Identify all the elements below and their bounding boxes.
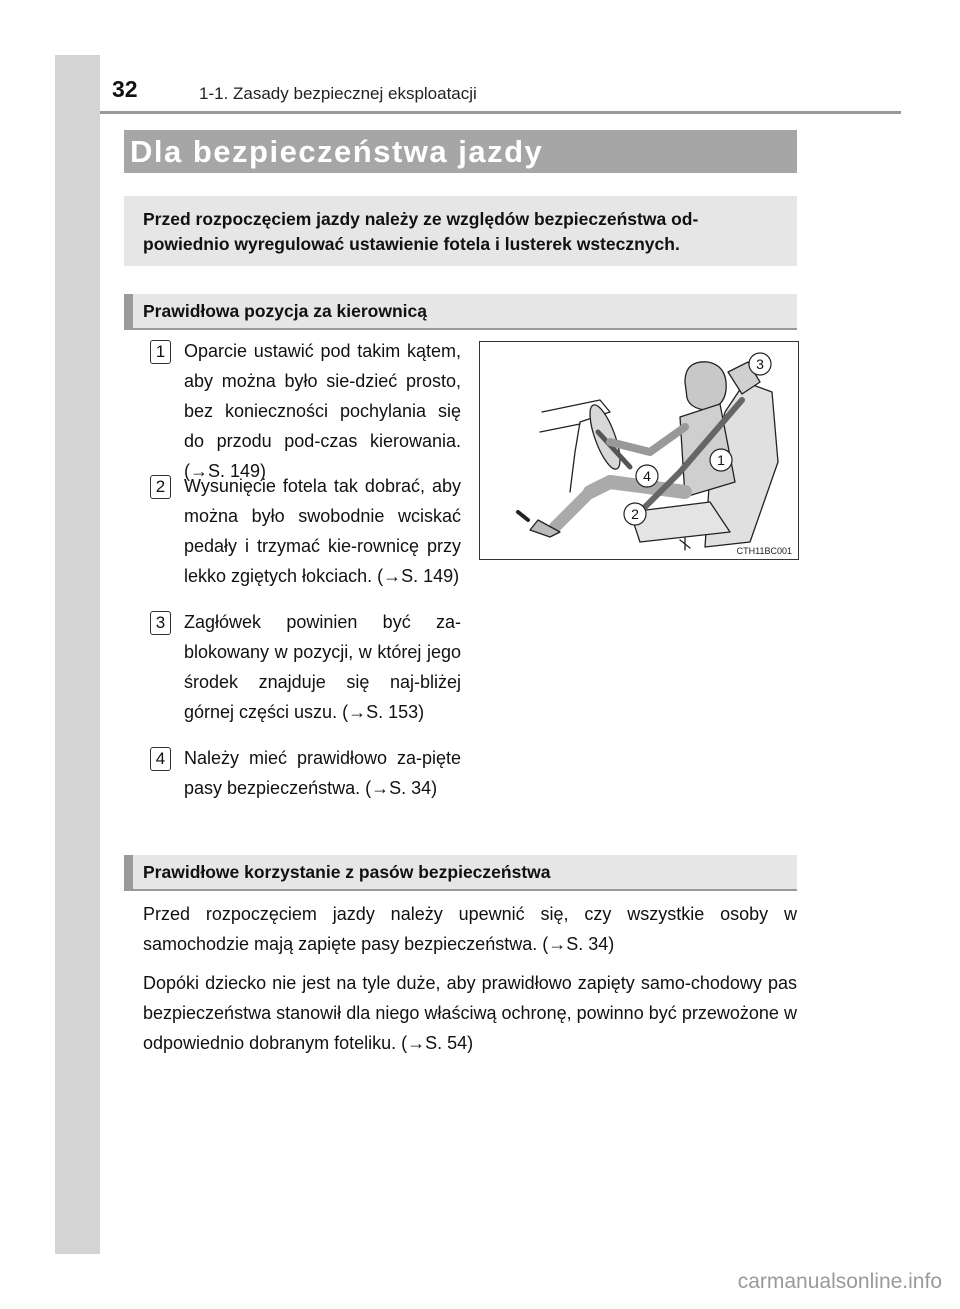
running-header: 1-1. Zasady bezpiecznej eksploatacji — [199, 84, 477, 103]
paragraph: Dopóki dziecko nie jest na tyle duże, aby prawidłowo zapięty samo-chodowy pas bezpieczeństwa stanowił dla niego właściwą ochronę, powinno być przewożone w odpowiednio dobranym foteliku. (→S. 54) — [143, 973, 797, 1053]
item-text: Należy mieć prawidłowo za-pięte pasy bezpieczeństwa. (→S. 34) — [184, 748, 461, 798]
item-text: Oparcie ustawić pod takim kątem, aby można było sie-dzieć prosto, bez konieczności pochylania się do przodu pod-czas kierowania. (→S. 149) — [184, 341, 461, 481]
callout-4: 4 — [643, 468, 651, 484]
intro-text: Przed rozpoczęciem jazdy należy ze względów bezpieczeństwa od-powiednio wyregulować ustawienie fotela i lusterek wstecznych. — [143, 209, 699, 254]
section-heading-driving-position — [124, 294, 797, 330]
paragraph: Przed rozpoczęciem jazdy należy upewnić się, czy wszystkie osoby w samochodzie mają zapięte pasy bezpieczeństwa. (→S. 34) — [143, 904, 797, 954]
item-number-badge: 3 — [150, 611, 171, 635]
header-divider — [100, 111, 901, 114]
callout-2: 2 — [631, 506, 639, 522]
side-tab-strip — [55, 55, 100, 1254]
item-number-badge: 2 — [150, 475, 171, 499]
section-heading-label: Prawidłowe korzystanie z pasów bezpieczeństwa — [143, 862, 551, 882]
driving-position-illustration — [479, 341, 799, 560]
callout-1: 1 — [717, 452, 725, 468]
figure-caption: CTH11BC001 — [736, 546, 792, 556]
driver-seat-drawing — [480, 342, 798, 559]
section-heading-seatbelts — [124, 855, 797, 891]
item-text: Zagłówek powinien być za-blokowany w pozycji, w której jego środek znajduje się naj-bliżej górnej części uszu. (→S. 153) — [184, 612, 461, 722]
section-marker — [124, 855, 133, 889]
item-text: Wysunięcie fotela tak dobrać, aby można było swobodnie wciskać pedały i trzymać kie-rownicę przy lekko zgiętych łokciach. (→S. 149) — [184, 476, 461, 586]
section-marker — [124, 294, 133, 328]
item-number-badge: 4 — [150, 747, 171, 771]
page-title: Dla bezpieczeństwa jazdy — [130, 134, 544, 169]
page-number: 32 — [112, 76, 138, 102]
item-number-badge: 1 — [150, 340, 171, 364]
section-heading-label: Prawidłowa pozycja za kierownicą — [143, 301, 427, 321]
watermark: carmanualsonline.info — [737, 1270, 942, 1293]
callout-3: 3 — [756, 356, 764, 372]
